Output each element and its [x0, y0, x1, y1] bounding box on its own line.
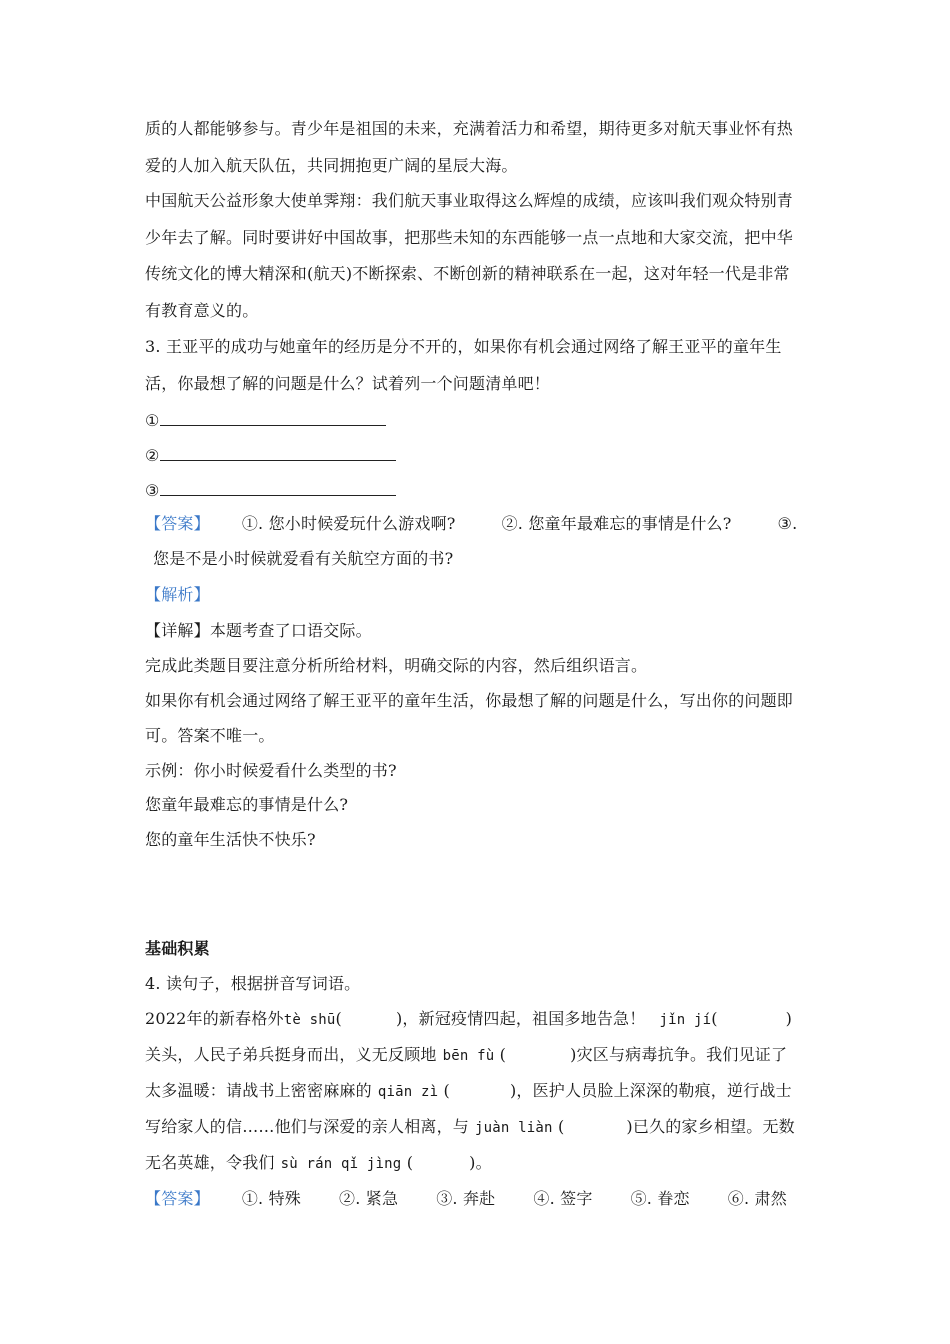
q3-explanation-2: 如果你有机会通过网络了解王亚平的童年生活，你最想了解的问题是什么，写出你的问题即	[145, 691, 794, 710]
q3-detail	[145, 620, 815, 642]
q4-passage-line-2: 关头，人民子弟兵挺身而出，义无反顾地 bēn fù ( )灾区与病毒抗争。我们见证了	[145, 1045, 788, 1064]
section-title: 基础积累	[145, 939, 210, 958]
intro-line-4: 少年去了解。同时要讲好中国故事，把那些未知的东西能够一点一点地和大家交流，把中华	[145, 228, 794, 247]
answer-line	[160, 481, 396, 496]
pinyin-1: tè shū	[283, 1012, 336, 1028]
intro-line-3: 中国航天公益形象大使单霁翔：我们航天事业取得这么辉煌的成绩，应该叫我们观众特别青	[145, 191, 794, 210]
q3-example-3: 您的童年生活快不快乐?	[145, 830, 316, 849]
q4-passage-line-3: 太多温暖：请战书上密密麻麻的 qiān zì ( )，医护人员脸上深深的勒痕，逆行战士	[145, 1081, 792, 1100]
q4-stem: 4. 读句子，根据拼音写词语。	[145, 974, 361, 993]
answer-line	[160, 446, 396, 461]
intro-line-5: 传统文化的博大精深和(航天)不断探索、不断创新的精神联系在一起，这对年轻一代是非常	[145, 264, 790, 283]
q4-answer-6: ⑥. 肃然	[727, 1189, 787, 1208]
answer-tag: 【答案】	[145, 1189, 210, 1208]
pinyin-4: qiān zì	[377, 1084, 439, 1100]
q3-explanation-3: 可。答案不唯一。	[145, 726, 275, 745]
q3-answer-continued: 您是不是小时候就爱看有关航空方面的书?	[153, 549, 454, 568]
q3-blank-1[interactable]: ①	[145, 410, 815, 432]
q4-passage-line-5: 无名英雄，令我们 sù rán qǐ jìng ( )。	[145, 1153, 492, 1172]
q3-blank-3[interactable]: ③	[145, 480, 815, 502]
analysis-tag: 【解析】	[145, 585, 210, 604]
pinyin-3: bēn fù	[442, 1048, 495, 1064]
q3-answer-row	[145, 513, 815, 535]
q3-blank-2[interactable]: ②	[145, 445, 815, 467]
q4-answer-5: ⑤. 眷恋	[630, 1189, 690, 1208]
pinyin-6: sù rán qǐ jìng	[280, 1156, 402, 1172]
q4-answer-4: ④. 签字	[533, 1189, 593, 1208]
q4-answer-3: ③. 奔赴	[436, 1189, 496, 1208]
q3-stem-line-1: 3. 王亚平的成功与她童年的经历是分不开的，如果你有机会通过网络了解王亚平的童年生	[145, 337, 782, 356]
q4-answer-row	[145, 1188, 815, 1210]
q3-answer-2: ②. 您童年最难忘的事情是什么?	[501, 514, 732, 533]
q3-explanation-1: 完成此类题目要注意分析所给材料，明确交际的内容，然后组织语言。	[145, 656, 648, 675]
q3-example-1: 示例：你小时候爱看什么类型的书?	[145, 761, 397, 780]
q4-passage-line-1: 2022年的新春格外tè shū( )，新冠疫情四起，祖国多地告急！ jǐn jí( )	[145, 1009, 793, 1028]
answer-tag: 【答案】	[145, 514, 210, 533]
q4-answer-2: ②. 紧急	[339, 1189, 399, 1208]
detail-text: 本题考查了口语交际。	[209, 621, 372, 640]
intro-line-2: 爱的人加入航天队伍，共同拥抱更广阔的星辰大海。	[145, 156, 518, 175]
q3-answer-1: ①. 您小时候爱玩什么游戏啊?	[241, 514, 456, 533]
intro-line-6: 有教育意义的。	[145, 301, 259, 320]
answer-line	[160, 411, 386, 426]
q4-passage-line-4: 写给家人的信……他们与深爱的亲人相离，与 juàn liàn ( )已久的家乡相望。无数	[145, 1117, 795, 1136]
q3-answer-3: ③.	[777, 514, 798, 533]
q3-stem-line-2: 活，你最想了解的问题是什么？试着列一个问题清单吧！	[145, 374, 551, 393]
intro-line-1: 质的人都能够参与。青少年是祖国的未来，充满着活力和希望，期待更多对航天事业怀有热	[145, 119, 794, 138]
pinyin-2: jǐn jí	[659, 1012, 712, 1028]
q3-example-2: 您童年最难忘的事情是什么?	[145, 795, 349, 814]
detail-tag: 【详解】	[145, 621, 210, 640]
pinyin-5: juàn liàn	[475, 1120, 553, 1136]
q4-answer-1: ①. 特殊	[241, 1189, 301, 1208]
